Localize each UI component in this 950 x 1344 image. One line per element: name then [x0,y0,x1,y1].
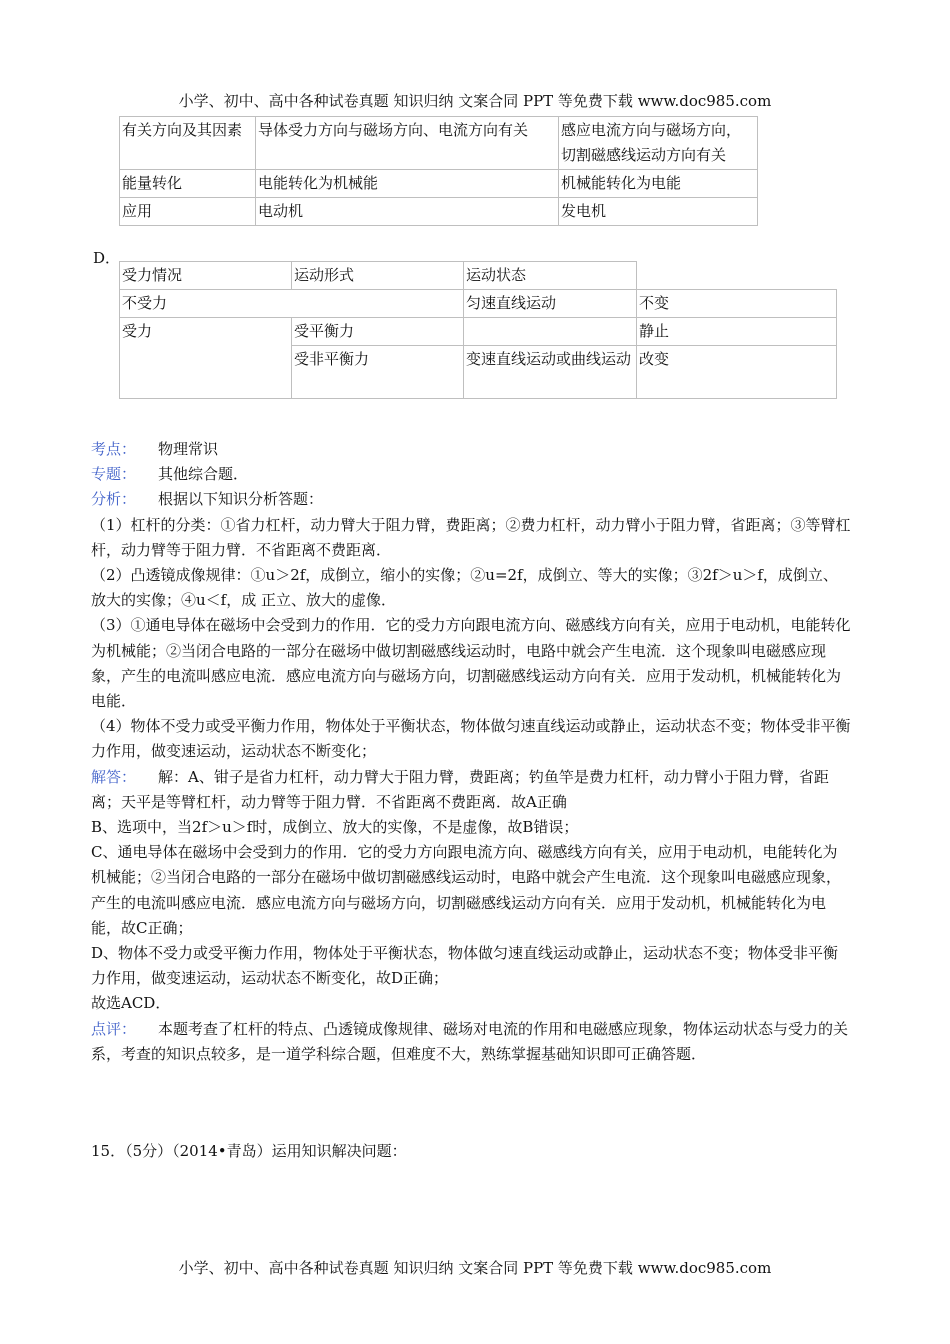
analysis-point: （1）杠杆的分类：①省力杠杆，动力臂大于阻力臂，费距离；②费力杠杆，动力臂小于阻力臂，省距离；③等臂杠杆，动力臂等于阻力臂．不省距离不费距离． [91,515,851,559]
page-header: 小学、初中、高中各种试卷真题 知识归纳 文案合同 PPT 等免费下载 www.doc985.com [178,92,772,110]
table-cell: 受平衡力 [292,318,464,346]
analysis-point: （2）凸透镜成像规律：①u＞2f，成倒立，缩小的实像；②u=2f，成倒立、等大的实像；③2f＞u＞f，成倒立、放大的实像；④u＜f，成 正立、放大的虚像． [91,566,838,610]
table-cell: 变速直线运动或曲线运动 [464,346,637,399]
page-footer: 小学、初中、高中各种试卷真题 知识归纳 文案合同 PPT 等免费下载 www.doc985.com [178,1259,772,1277]
table-cell: 受非平衡力 [292,346,464,399]
table-cell: 受力 [120,318,292,399]
table-cell: 受力情况 [120,262,292,290]
table-cell: 发电机 [559,198,758,226]
analysis-section [91,437,851,1067]
table-row [120,318,837,346]
dianping-text: 本题考查了杠杆的特点、凸透镜成像规律、磁场对电流的作用和电磁感应现象，物体运动状态与受力的关系，考查的知识点较多，是一道学科综合题，但难度不大，熟练掌握基础知识即可正确答题． [91,1019,849,1063]
table-cell: 匀速直线运动 [464,290,637,318]
table-cell: 能量转化 [120,170,256,198]
dianping-line [91,1017,851,1067]
table-cell: 运动形式 [292,262,464,290]
table-cell: 不受力 [120,290,464,318]
kaodian-line [91,437,851,462]
table-row [120,290,837,318]
jieda-text: 解：A、钳子是省力杠杆，动力臂大于阻力臂，费距离；钓鱼竿是费力杠杆，动力臂小于阻力臂，省距离；天平是等臂杠杆，动力臂等于阻力臂．不省距离不费距离．故A正确 [91,767,829,811]
zhuanti-label: 专题： [91,465,137,484]
table-cell: 应用 [120,198,256,226]
table-cell: 运动状态 [464,262,637,290]
table-cell: 不变 [637,290,837,318]
answer-line: B、选项中，当2f＞u＞f时，成倒立、放大的实像，不是虚像，故B错误； [91,818,579,837]
table-cell: 电动机 [256,198,559,226]
table-cell: 感应电流方向与磁场方向，切割磁感线运动方向有关 [559,117,758,170]
zhuanti-line [91,462,851,487]
table-cell: 改变 [637,346,837,399]
table-row [120,170,758,198]
fenxi-text: 根据以下知识分析答题： [158,490,324,509]
table-cell: 有关方向及其因素 [120,117,256,170]
answer-line: D、物体不受力或受平衡力作用，物体处于平衡状态，物体做匀速直线运动或静止，运动状态不变；物体受非平衡力作用，做变速运动，运动状态不断变化，故D正确； [91,944,839,988]
force-motion-table [119,261,837,399]
option-d-label: D． [93,249,121,267]
table-row [120,117,758,170]
table-cell: 电能转化为机械能 [256,170,559,198]
analysis-point: （4）物体不受力或受平衡力作用，物体处于平衡状态，物体做匀速直线运动或静止，运动状态不变；物体受非平衡力作用，做变速运动，运动状态不断变化； [91,717,851,761]
table-row [120,262,837,290]
fenxi-label: 分析： [91,490,137,509]
zhuanti-text: 其他综合题． [158,465,249,484]
dianping-label: 点评： [91,1019,137,1038]
table-cell-empty [637,262,837,290]
kaodian-label: 考点： [91,440,137,458]
table-row [120,198,758,226]
fenxi-line [91,487,851,512]
kaodian-text: 物理常识 [158,440,219,458]
analysis-point: （3）①通电导体在磁场中会受到力的作用．它的受力方向跟电流方向、磁感线方向有关，应用于电动机，电能转化为机械能；②当闭合电路的一部分在磁场中做切割磁感线运动时，电路中就会产生电流．这个现象叫电磁感应现象，产生的电流叫感应电流．感应电流方向与磁场方向，切割磁感线运动方向有关．应用于发动机，机械能转化为电能． [91,616,851,711]
answer-line: C、通电导体在磁场中会受到力的作用．它的受力方向跟电流方向、磁感线方向有关，应用于电动机，电能转化为机械能；②当闭合电路的一部分在磁场中做切割磁感线运动时，电路中就会产生电流．这个现象叫电磁感应现象，产生的电流叫感应电流．感应电流方向与磁场方向，切割磁感线运动方向有关．应用于发动机，机械能转化为电能，故C正确； [91,843,842,937]
answer-line: 故选ACD． [91,994,171,1013]
table-cell: 导体受力方向与磁场方向、电流方向有关 [256,117,559,170]
table-cell-empty [464,318,637,346]
table-cell: 机械能转化为电能 [559,170,758,198]
jieda-line [91,765,851,815]
comparison-table [119,116,758,226]
question-15-title: 15．（5分）（2014•青岛）运用知识解决问题： [91,1142,407,1160]
table-cell: 静止 [637,318,837,346]
jieda-label: 解答： [91,767,137,786]
